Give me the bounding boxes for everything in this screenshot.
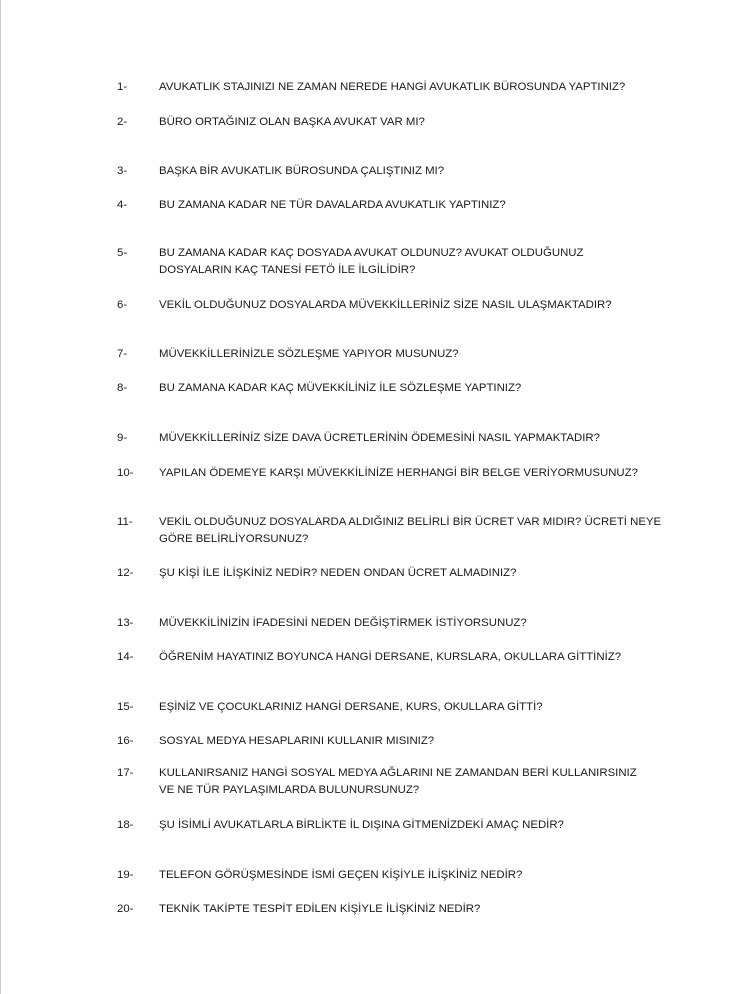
question-line: BU ZAMANA KADAR NE TÜR DAVALARDA AVUKATLIK YAPTINIZ? [159, 199, 506, 211]
question-number: 12- [117, 567, 134, 579]
question-number: 17- [117, 767, 134, 779]
question-line: MÜVEKKİLLERİNİZLE SÖZLEŞME YAPIYOR MUSUNUZ? [159, 348, 459, 360]
question-text [159, 297, 679, 314]
question-line: EŞİNİZ VE ÇOCUKLARINIZ HANGİ DERSANE, KURS, OKULLARA GİTTİ? [159, 701, 543, 713]
question-text [159, 565, 679, 582]
question-line: AVUKATLIK STAJINIZI NE ZAMAN NEREDE HANGİ AVUKATLIK BÜROSUNDA YAPTINIZ? [159, 81, 626, 93]
question-number: 8- [117, 382, 128, 394]
question-text [159, 465, 679, 482]
question-text [159, 430, 679, 447]
question-number: 9- [117, 432, 128, 444]
question-text [159, 901, 679, 918]
question-line: GÖRE BELİRLİYORSUNUZ? [159, 533, 309, 545]
question-number: 13- [117, 617, 134, 629]
question-line: BAŞKA BİR AVUKATLIK BÜROSUNDA ÇALIŞTINIZ MI? [159, 165, 445, 177]
question-text [159, 197, 679, 214]
question-line: ŞU KİŞİ İLE İLİŞKİNİZ NEDİR? NEDEN ONDAN ÜCRET ALMADINIZ? [159, 567, 517, 579]
question-line: MÜVEKKİLİNİZİN İFADESİNİ NEDEN DEĞİŞTİRMEK İSTİYORSUNUZ? [159, 617, 527, 629]
question-text [159, 346, 679, 363]
question-text [159, 79, 679, 96]
question-line: TELEFON GÖRÜŞMESİNDE İSMİ GEÇEN KİŞİYLE İLİŞKİNİZ NEDİR? [159, 869, 523, 881]
question-number: 19- [117, 869, 134, 881]
question-number: 15- [117, 701, 134, 713]
question-line: SOSYAL MEDYA HESAPLARINI KULLANIR MISINIZ? [159, 735, 435, 747]
question-text [159, 649, 679, 666]
question-number: 11- [117, 516, 133, 528]
question-line: KULLANIRSANIZ HANGİ SOSYAL MEDYA AĞLARINI NE ZAMANDAN BERİ KULLANIRSINIZ [159, 767, 637, 779]
question-line: YAPILAN ÖDEMEYE KARŞI MÜVEKKİLİNİZE HERHANGİ BİR BELGE VERİYORMUSUNUZ? [159, 467, 638, 479]
question-line: VEKİL OLDUĞUNUZ DOSYALARDA MÜVEKKİLLERİNİZ SİZE NASIL ULAŞMAKTADIR? [159, 299, 612, 311]
question-line: ÖĞRENİM HAYATINIZ BOYUNCA HANGİ DERSANE, KURSLARA, OKULLARA GİTTİNİZ? [159, 651, 622, 663]
question-text [159, 765, 679, 799]
question-number: 7- [117, 348, 128, 360]
question-number: 18- [117, 819, 134, 831]
question-text [159, 163, 679, 180]
question-line: BU ZAMANA KADAR KAÇ DOSYADA AVUKAT OLDUNUZ? AVUKAT OLDUĞUNUZ [159, 247, 584, 259]
question-number: 5- [117, 247, 128, 259]
question-text [159, 380, 679, 397]
question-number: 16- [117, 735, 134, 747]
question-line: BÜRO ORTAĞINIZ OLAN BAŞKA AVUKAT VAR MI? [159, 116, 425, 128]
question-text [159, 867, 679, 884]
question-text [159, 514, 679, 548]
question-line: VEKİL OLDUĞUNUZ DOSYALARDA ALDIĞINIZ BELİRLİ BİR ÜCRET VAR MIDIR? ÜCRETİ NEYE [159, 516, 662, 528]
question-number: 3- [117, 165, 128, 177]
question-line: MÜVEKKİLLERİNİZ SİZE DAVA ÜCRETLERİNİN ÖDEMESİNİ NASIL YAPMAKTADIR? [159, 432, 600, 444]
question-number: 20- [117, 903, 134, 915]
question-number: 1- [117, 81, 128, 93]
question-number: 6- [117, 299, 128, 311]
question-line: DOSYALARIN KAÇ TANESİ FETÖ İLE İLGİLİDİR? [159, 264, 416, 276]
question-line: BU ZAMANA KADAR KAÇ MÜVEKKİLİNİZ İLE SÖZLEŞME YAPTINIZ? [159, 382, 522, 394]
question-text [159, 699, 679, 716]
question-line: TEKNİK TAKİPTE TESPİT EDİLEN KİŞİYLE İLİŞKİNİZ NEDİR? [159, 903, 481, 915]
question-text [159, 245, 679, 279]
question-line: ŞU İSİMLİ AVUKATLARLA BİRLİKTE İL DIŞINA GİTMENİZDEKİ AMAÇ NEDİR? [159, 819, 564, 831]
question-text [159, 733, 679, 750]
question-number: 2- [117, 116, 128, 128]
question-number: 10- [117, 467, 134, 479]
question-text [159, 817, 679, 834]
question-text [159, 615, 679, 632]
question-number: 14- [117, 651, 134, 663]
question-text [159, 114, 679, 131]
question-line: VE NE TÜR PAYLAŞIMLARDA BULUNURSUNUZ? [159, 784, 420, 796]
question-number: 4- [117, 199, 128, 211]
